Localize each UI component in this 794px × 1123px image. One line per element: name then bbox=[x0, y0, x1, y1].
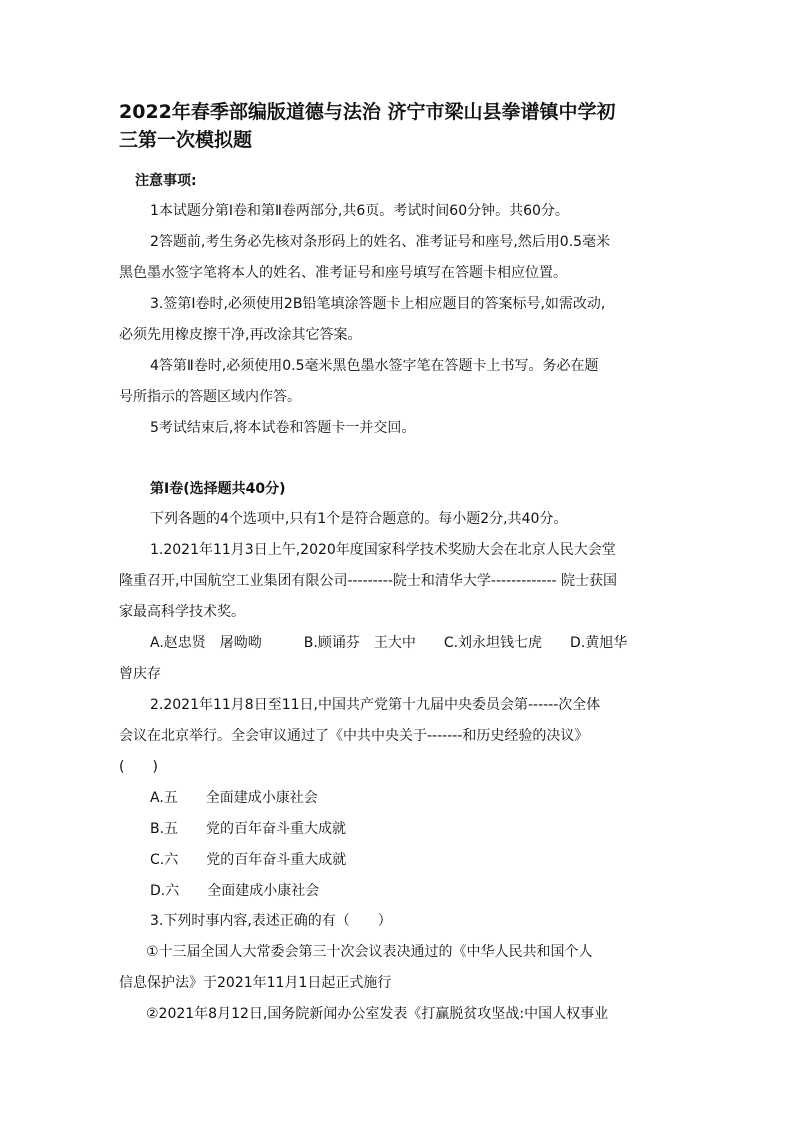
question-2-option-b: B.五 党的百年奋斗重大成就 bbox=[150, 821, 347, 837]
title-line-2: 三第一次模拟题 bbox=[119, 129, 253, 151]
notice-item-3a: 3.签第I卷时,必须使用2B铅笔填涂答题卡上相应题目的答案标号,如需改动, bbox=[150, 296, 606, 312]
question-1-line-1: 1.2021年11月3日上午,2020年度国家科学技术奖励大会在北京人民大会堂 bbox=[150, 542, 616, 558]
section-1-heading: 第Ⅰ卷(选择题共40分) bbox=[150, 481, 286, 497]
title-line-1: 2022年春季部编版道德与法治 济宁市梁山县拳谱镇中学初 bbox=[119, 101, 616, 123]
question-1-line-2: 隆重召开,中国航空工业集团有限公司---------院士和清华大学------------- 院士获国 bbox=[119, 573, 618, 589]
question-2-line-2: 会议在北京举行。全会审议通过了《中共中央关于-------和历史经验的决议》 bbox=[119, 728, 589, 744]
question-2-option-a: A.五 全面建成小康社会 bbox=[150, 790, 318, 806]
notice-item-4a: 4答第Ⅱ卷时,必须使用0.5毫米黑色墨水签字笔在答题卡上书写。务必在题 bbox=[150, 358, 599, 374]
question-3-line-1: 3.下列时事内容,表述正确的有（ ） bbox=[150, 913, 392, 929]
notice-item-4b: 号所指示的答题区域内作答。 bbox=[119, 389, 301, 405]
question-2-option-c: C.六 党的百年奋斗重大成就 bbox=[150, 852, 347, 868]
question-2-option-d: D.六 全面建成小康社会 bbox=[150, 883, 320, 899]
question-2-line-1: 2.2021年11月8日至11日,中国共产党第十九届中央委员会第------次全体 bbox=[150, 697, 601, 713]
notice-item-2b: 黑色墨水签字笔将本人的姓名、准考证号和座号填写在答题卡相应位置。 bbox=[119, 265, 567, 281]
notice-item-2a: 2答题前,考生务必先核对条形码上的姓名、准考证号和座号,然后用0.5毫米 bbox=[150, 234, 611, 250]
question-3-item-2a: ②2021年8月12日,国务院新闻办公室发表《打赢脱贫攻坚战:中国人权事业 bbox=[146, 1006, 609, 1022]
notice-item-3b: 必须先用橡皮擦干净,再改涂其它答案。 bbox=[119, 327, 362, 343]
notice-item-5: 5考试结束后,将本试卷和答题卡一并交回。 bbox=[150, 420, 416, 436]
question-1-options-cont: 曾庆存 bbox=[119, 666, 161, 682]
question-2-line-3: ( ) bbox=[119, 759, 158, 775]
question-3-item-1a: ①十三届全国人大常委会第三十次会议表决通过的《中华人民共和国个人 bbox=[146, 944, 593, 960]
question-3-item-1b: 信息保护法》于2021年11月1日起正式施行 bbox=[119, 975, 392, 991]
question-1-options: A.赵忠贤 屠呦呦 B.顾诵芬 王大中 C.刘永坦钱七虎 D.黄旭华 bbox=[150, 635, 628, 651]
document-title bbox=[119, 98, 699, 154]
question-1-line-3: 家最高科学技术奖。 bbox=[119, 604, 245, 620]
section-1-instruction: 下列各题的4个选项中,只有1个是符合题意的。每小题2分,共40分。 bbox=[150, 511, 568, 527]
notice-item-1: 1本试题分第I卷和第Ⅱ卷两部分,共6页。考试时间60分钟。共60分。 bbox=[150, 203, 569, 219]
notice-heading: 注意事项: bbox=[135, 173, 197, 189]
